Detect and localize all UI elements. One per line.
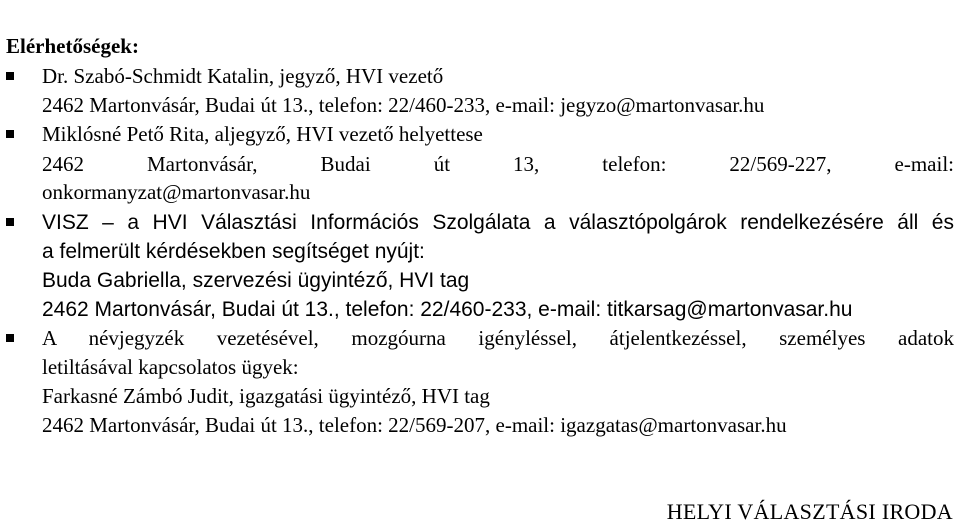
contact-3-description-cont: a felmerült kérdésekben segítséget nyújt: (42, 240, 425, 263)
contact-2-email: onkormanyzat@martonvasar.hu (42, 180, 311, 204)
bullet-icon (6, 72, 14, 80)
contact-1-name: Dr. Szabó-Schmidt Katalin, jegyző, HVI vezető (42, 64, 444, 88)
bullet-icon (6, 334, 14, 342)
bullet-icon (6, 218, 14, 226)
contact-4-address: 2462 Martonvásár, Budai út 13., telefon: 22/569-207, e-mail: igazgatas@martonvasar.hu (42, 413, 787, 437)
bullet-icon (6, 130, 14, 138)
office-signature: HELYI VÁLASZTÁSI IRODA (666, 499, 953, 524)
contact-1-address: 2462 Martonvásár, Budai út 13., telefon: 22/460-233, e-mail: jegyzo@martonvasar.hu (42, 93, 765, 117)
contact-3-description: VISZ – a HVI Választási Információs Szolgálata a választópolgárok rendelkezésére áll és (42, 211, 954, 234)
contact-2-name: Miklósné Pető Rita, aljegyző, HVI vezető helyettese (42, 122, 483, 146)
contact-4-description: A névjegyzék vezetésével, mozgóurna igényléssel, átjelentkezéssel, személyes adatok (42, 326, 954, 350)
contact-4-name: Farkasné Zámbó Judit, igazgatási ügyintéző, HVI tag (42, 384, 490, 408)
contact-3-name: Buda Gabriella, szervezési ügyintéző, HVI tag (42, 269, 470, 292)
contact-3-address: 2462 Martonvásár, Budai út 13., telefon: 22/460-233, e-mail: titkarsag@martonvasar.hu (42, 298, 853, 321)
contact-2-address: 2462 Martonvásár, Budai út 13, telefon: 22/569-227, e-mail: (42, 152, 954, 176)
contacts-heading: Elérhetőségek: (6, 34, 139, 58)
contact-4-description-cont: letiltásával kapcsolatos ügyek: (42, 355, 299, 379)
